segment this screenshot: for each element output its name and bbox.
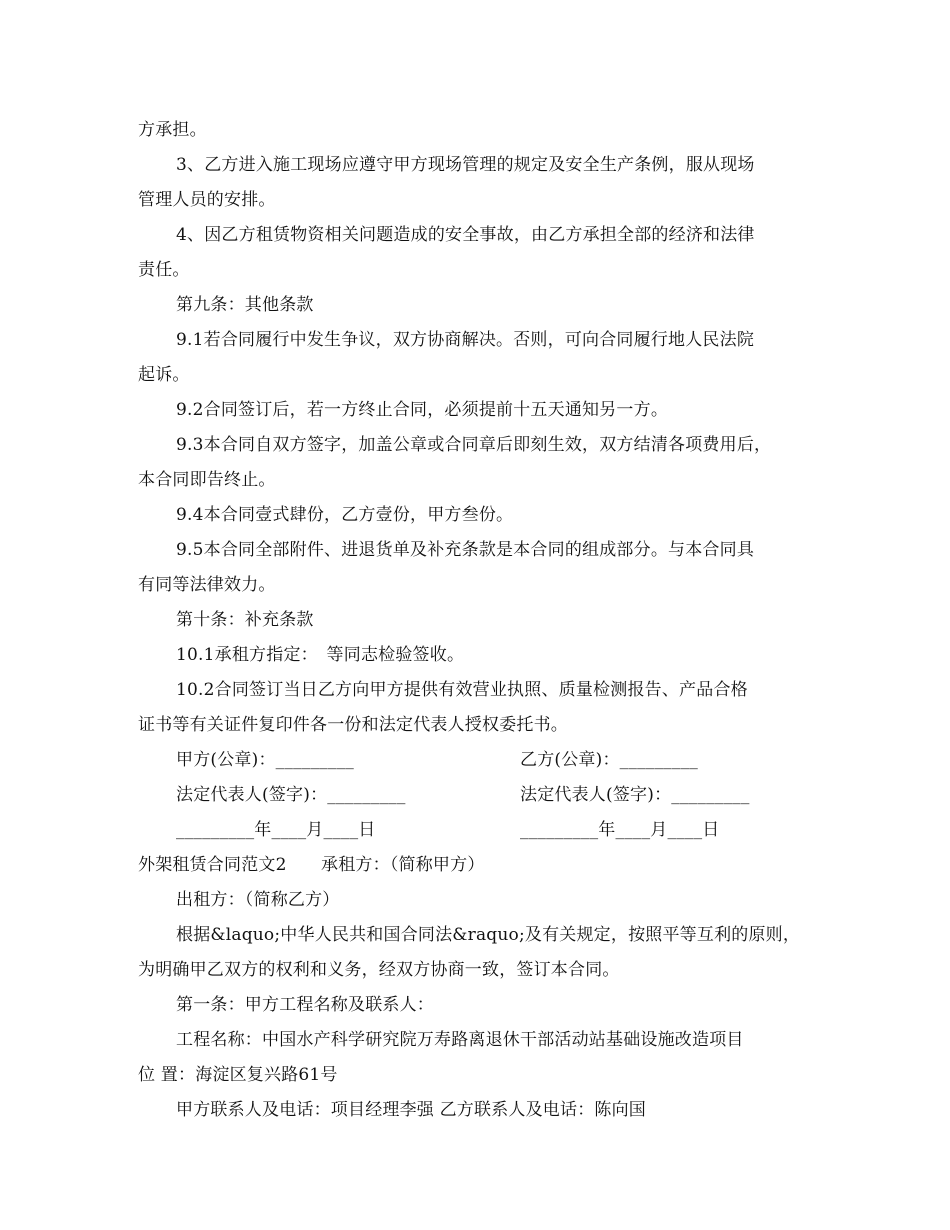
clause-10-1: 10.1承租方指定： 等同志检验签收。 — [176, 645, 465, 665]
clause-8-4: 4、因乙方租赁物资相关问题造成的安全事故，由乙方承担全部的经济和法律 — [176, 225, 755, 245]
clause-9-1: 9.1若合同履行中发生争议，双方协商解决。否则，可向合同履行地人民法院 — [176, 330, 755, 350]
clause-9-2: 9.2合同签订后，若一方终止合同，必须提前十五天通知另一方。 — [176, 400, 669, 420]
text-line: 起诉。 — [138, 365, 190, 385]
section-heading-10: 第十条：补充条款 — [176, 610, 314, 630]
text-line: 证书等有关证件复印件各一份和法定代表人授权委托书。 — [138, 715, 568, 735]
text-line: 方承担。 — [138, 120, 207, 140]
text-line: 有同等法律效力。 — [138, 575, 276, 595]
party-a-date: _________年____月____日 — [176, 820, 376, 840]
text-line: 为明确甲乙双方的权利和义务，经双方协商一致，签订本合同。 — [138, 960, 620, 980]
preamble: 根据&laquo;中华人民共和国合同法&raquo;及有关规定，按照平等互利的原则， — [176, 925, 801, 945]
clause-10-2: 10.2合同签订当日乙方向甲方提供有效营业执照、质量检测报告、产品合格 — [176, 680, 748, 700]
text-line: 责任。 — [138, 260, 190, 280]
project-name: 工程名称：中国水产科学研究院万寿路离退休干部活动站基础设施改造项目 — [176, 1030, 744, 1050]
project-location: 位 置：海淀区复兴路61号 — [138, 1065, 338, 1085]
clause-9-4: 9.4本合同壹式肆份，乙方壹份，甲方叁份。 — [176, 505, 514, 525]
text-line: 管理人员的安排。 — [138, 190, 276, 210]
section-heading-1: 第一条：甲方工程名称及联系人： — [176, 995, 434, 1015]
party-a-representative: 法定代表人(签字)：_________ — [176, 785, 406, 805]
clause-8-3: 3、乙方进入施工现场应遵守甲方现场管理的规定及安全生产条例，服从现场 — [176, 155, 755, 175]
clause-9-5: 9.5本合同全部附件、进退货单及补充条款是本合同的组成部分。与本合同具 — [176, 540, 755, 560]
contract-2-title: 外架租赁合同范文2 承租方：（简称甲方） — [138, 855, 485, 875]
party-b-representative: 法定代表人(签字)：_________ — [520, 785, 750, 805]
party-b-seal: 乙方(公章)：_________ — [520, 750, 698, 770]
clause-9-3: 9.3本合同自双方签字，加盖公章或合同章后即刻生效，双方结清各项费用后， — [176, 435, 772, 455]
section-heading-9: 第九条：其他条款 — [176, 295, 314, 315]
lessor-line: 出租方：（简称乙方） — [176, 890, 340, 910]
text-line: 本合同即告终止。 — [138, 470, 276, 490]
contacts-line: 甲方联系人及电话：项目经理李强 乙方联系人及电话：陈向国 — [176, 1100, 647, 1120]
party-b-date: _________年____月____日 — [520, 820, 720, 840]
party-a-seal: 甲方(公章)：_________ — [176, 750, 354, 770]
